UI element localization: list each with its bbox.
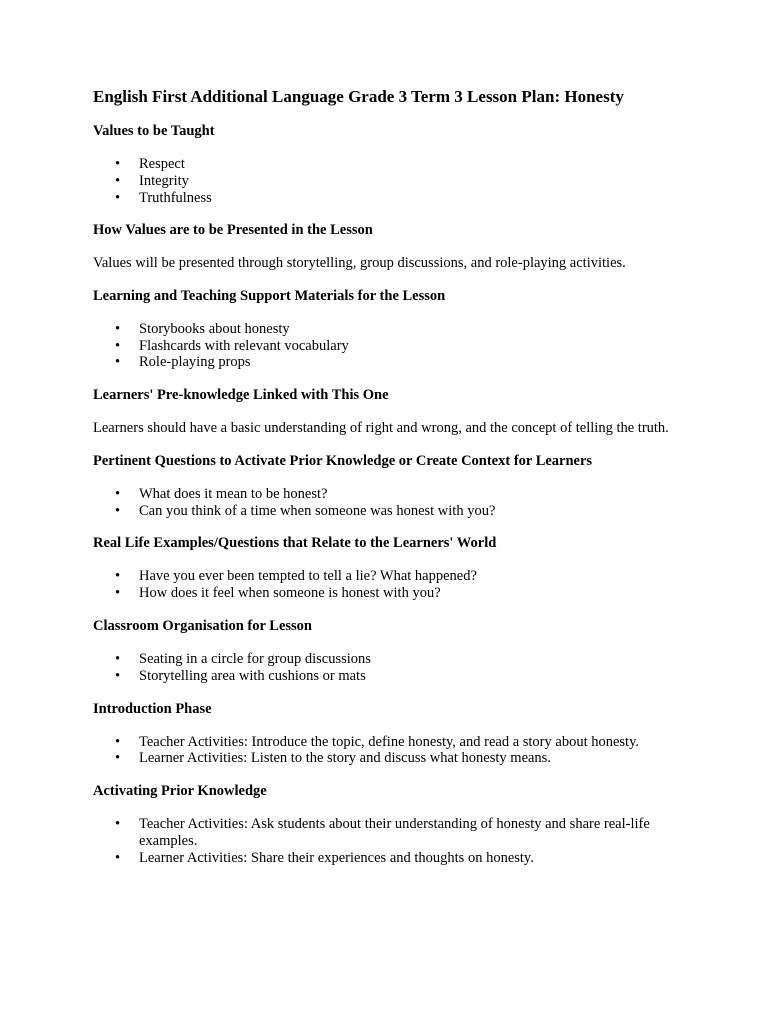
bullet-icon: • xyxy=(115,502,121,519)
classroom-list xyxy=(93,651,693,685)
bullet-icon: • xyxy=(115,172,121,189)
list-item-text: What does it mean to be honest? xyxy=(139,485,328,502)
list-item xyxy=(93,338,693,355)
list-item-text: Seating in a circle for group discussions xyxy=(139,650,371,667)
bullet-icon: • xyxy=(115,667,121,684)
bullet-icon: • xyxy=(115,568,121,585)
bullet-icon: • xyxy=(115,585,121,602)
section-heading-values: Values to be Taught xyxy=(93,123,215,139)
questions-list xyxy=(93,486,693,520)
section-heading-pre-knowledge: Learners' Pre-knowledge Linked with This One xyxy=(93,387,389,404)
list-item xyxy=(93,734,693,751)
section-paragraph: Values will be presented through storytelling, group discussions, and role-playing activities. xyxy=(93,255,626,272)
list-item xyxy=(93,503,693,520)
section-heading-activating: Activating Prior Knowledge xyxy=(93,783,267,800)
bullet-icon: • xyxy=(115,816,121,833)
bullet-icon: • xyxy=(115,750,121,767)
list-item xyxy=(93,850,693,867)
list-item-text: Integrity xyxy=(139,172,189,189)
list-item xyxy=(93,585,693,602)
bullet-icon: • xyxy=(115,189,121,206)
section-heading-materials: Learning and Teaching Support Materials for the Lesson xyxy=(93,287,446,304)
list-item xyxy=(93,190,693,207)
list-item-text: Learner Activities: Listen to the story and discuss what honesty means. xyxy=(139,750,551,767)
list-item xyxy=(93,651,693,668)
list-item xyxy=(93,668,693,685)
list-item xyxy=(93,486,693,503)
real-life-list xyxy=(93,568,693,602)
list-item-text: How does it feel when someone is honest with you? xyxy=(139,585,441,602)
bullet-icon: • xyxy=(115,849,121,866)
list-item-text: Truthfulness xyxy=(139,189,212,206)
bullet-icon: • xyxy=(115,156,121,172)
bullet-icon: • xyxy=(115,485,121,502)
list-item xyxy=(93,173,693,190)
list-item xyxy=(93,354,693,371)
list-item xyxy=(93,568,693,585)
list-item-text: Storytelling area with cushions or mats xyxy=(139,667,366,684)
document-title: English First Additional Language Grade 3 Term 3 Lesson Plan: Honesty xyxy=(93,87,624,106)
bullet-icon: • xyxy=(115,337,121,354)
list-item xyxy=(93,816,693,850)
bullet-icon: • xyxy=(115,733,121,750)
list-item xyxy=(93,321,693,338)
list-item-text: Role-playing props xyxy=(139,354,251,371)
list-item xyxy=(93,750,693,767)
list-item-text: Teacher Activities: Ask students about their understanding of honesty and share real-life examples. xyxy=(139,816,650,849)
list-item-text: Can you think of a time when someone was honest with you? xyxy=(139,502,496,519)
list-item-text: Storybooks about honesty xyxy=(139,320,290,337)
activating-list xyxy=(93,816,693,866)
list-item-text: Have you ever been tempted to tell a lie? What happened? xyxy=(139,568,477,585)
section-heading-real-life: Real Life Examples/Questions that Relate to the Learners' World xyxy=(93,535,497,552)
list-item-text: Flashcards with relevant vocabulary xyxy=(139,337,349,354)
section-heading-classroom: Classroom Organisation for Lesson xyxy=(93,617,312,634)
bullet-icon: • xyxy=(115,354,121,371)
section-heading-introduction: Introduction Phase xyxy=(93,700,212,717)
section-paragraph: Learners should have a basic understanding of right and wrong, and the concept of telling the truth. xyxy=(93,420,669,437)
introduction-list xyxy=(93,734,693,768)
section-heading-pertinent-questions: Pertinent Questions to Activate Prior Knowledge or Create Context for Learners xyxy=(93,452,593,469)
list-item-text: Teacher Activities: Introduce the topic, define honesty, and read a story about honesty. xyxy=(139,733,640,750)
section-heading-presentation: How Values are to be Presented in the Lesson xyxy=(93,222,373,239)
bullet-icon: • xyxy=(115,320,121,337)
list-item xyxy=(93,156,693,173)
bullet-icon: • xyxy=(115,650,121,667)
list-item-text: Respect xyxy=(139,156,185,172)
document-page xyxy=(93,86,693,882)
values-list xyxy=(93,156,693,206)
list-item-text: Learner Activities: Share their experiences and thoughts on honesty. xyxy=(139,849,534,866)
materials-list xyxy=(93,321,693,371)
